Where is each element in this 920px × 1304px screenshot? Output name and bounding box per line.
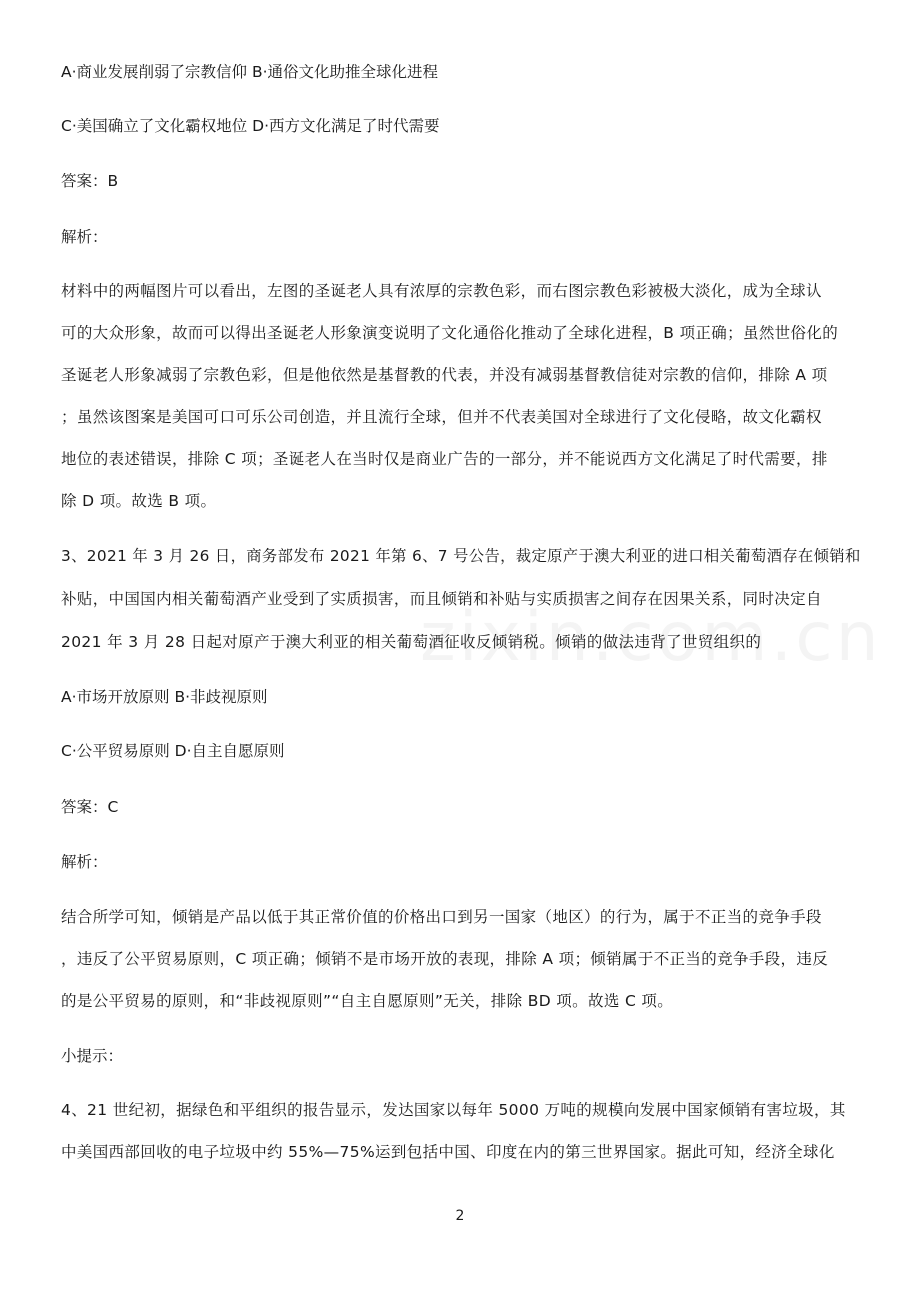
q4-stem-line: 中美国西部回收的电子垃圾中约 55%—75%运到包括中国、印度在内的第三世界国家。据此可知，经济全球化	[61, 1143, 835, 1161]
q2-analysis-line: 圣诞老人形象减弱了宗教色彩，但是他依然是基督教的代表，并没有减弱基督教信徒对宗教的信仰，排除 A 项	[61, 366, 828, 384]
q4-stem-line: 4、21 世纪初，据绿色和平组织的报告显示，发达国家以每年 5000 万吨的规模向发展中国家倾销有害垃圾，其	[61, 1101, 846, 1119]
q2-answer: 答案：B	[61, 172, 119, 190]
q2-option-cd: C·美国确立了文化霸权地位 D·西方文化满足了时代需要	[61, 117, 440, 135]
q3-answer: 答案：C	[61, 798, 119, 816]
q2-option-ab: A·商业发展削弱了宗教信仰 B·通俗文化助推全球化进程	[61, 63, 439, 81]
q3-tip-label: 小提示：	[61, 1047, 124, 1065]
q3-analysis-label: 解析：	[61, 853, 108, 871]
q2-analysis-line: ；虽然该图案是美国可口可乐公司创造，并且流行全球，但并不代表美国对全球进行了文化侵略，故文化霸权	[61, 408, 822, 426]
q3-option-cd: C·公平贸易原则 D·自主自愿原则	[61, 742, 285, 760]
q3-option-ab: A·市场开放原则 B·非歧视原则	[61, 688, 268, 706]
q3-stem-line: 2021 年 3 月 28 日起对原产于澳大利亚的相关葡萄酒征收反倾销税。倾销的做法违背了世贸组织的	[61, 633, 762, 651]
q3-analysis-line: 的是公平贸易的原则，和“非歧视原则”“自主自愿原则”无关，排除 BD 项。故选 C 项。	[61, 992, 674, 1010]
q2-analysis-line: 可的大众形象，故而可以得出圣诞老人形象演变说明了文化通俗化推动了全球化进程，B 项正确；虽然世俗化的	[61, 324, 839, 342]
q3-analysis-line: ，违反了公平贸易原则，C 项正确；倾销不是市场开放的表现，排除 A 项；倾销属于不正当的竞争手段，违反	[61, 950, 829, 968]
q2-analysis-label: 解析：	[61, 228, 108, 246]
q2-analysis-line: 除 D 项。故选 B 项。	[61, 492, 217, 510]
page-number: 2	[455, 1208, 465, 1224]
q3-stem-line: 3、2021 年 3 月 26 日，商务部发布 2021 年第 6、7 号公告，裁定原产于澳大利亚的进口相关葡萄酒存在倾销和	[61, 547, 861, 565]
q3-analysis-line: 结合所学可知，倾销是产品以低于其正常价值的价格出口到另一国家（地区）的行为，属于不正当的竞争手段	[61, 908, 822, 926]
q2-analysis-line: 地位的表述错误，排除 C 项；圣诞老人在当时仅是商业广告的一部分，并不能说西方文化满足了时代需要，排	[61, 450, 828, 468]
q2-analysis-line: 材料中的两幅图片可以看出，左图的圣诞老人具有浓厚的宗教色彩，而右图宗教色彩被极大淡化，成为全球认	[61, 282, 822, 300]
q3-stem-line: 补贴，中国国内相关葡萄酒产业受到了实质损害，而且倾销和补贴与实质损害之间存在因果关系，同时决定自	[61, 590, 822, 608]
